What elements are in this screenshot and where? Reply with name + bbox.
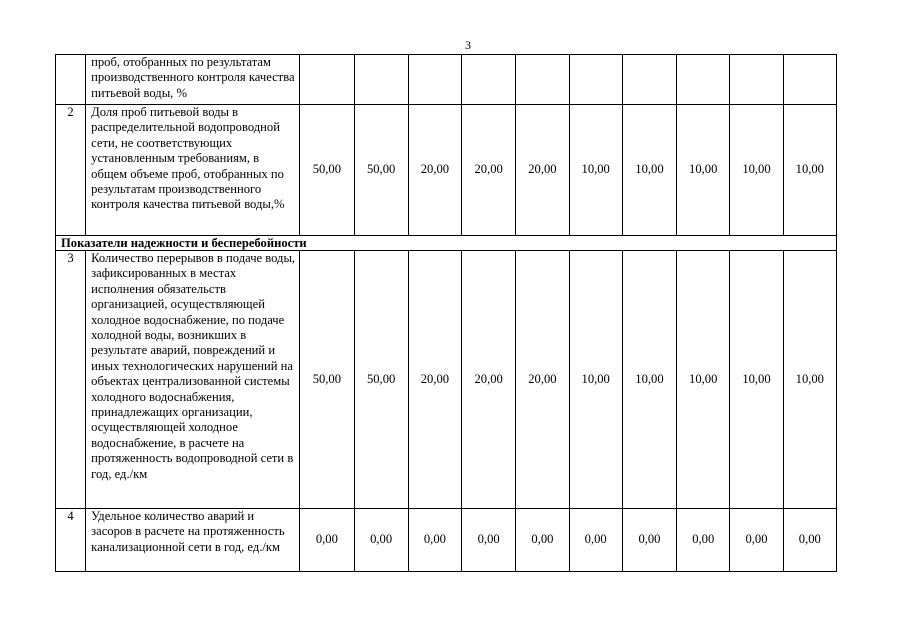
value-cell: 10,00 (569, 251, 622, 509)
value-cell: 0,00 (300, 509, 354, 572)
value-cell: 10,00 (783, 251, 836, 509)
value-cell (462, 55, 516, 105)
value-cell: 20,00 (462, 105, 516, 236)
value-cell (677, 55, 730, 105)
value-cell (354, 55, 408, 105)
value-cell (622, 55, 676, 105)
row-number (56, 55, 86, 105)
row-number: 4 (56, 509, 86, 572)
row-description: Доля проб питьевой воды в распределительной водопроводной сети, не соответствующих установленным требованиям, в общем объеме проб, отобранных по результатам производственного контроля качества питьевой воды,% (86, 105, 300, 236)
value-cell: 50,00 (300, 251, 354, 509)
value-cell: 10,00 (677, 251, 730, 509)
value-cell: 0,00 (677, 509, 730, 572)
table-row-indicator-3 (56, 251, 837, 509)
value-cell: 10,00 (783, 105, 836, 236)
value-cell: 0,00 (730, 509, 783, 572)
value-cell: 20,00 (516, 105, 569, 236)
row-number: 2 (56, 105, 86, 236)
value-cell: 20,00 (408, 105, 461, 236)
value-cell: 20,00 (516, 251, 569, 509)
value-cell: 0,00 (569, 509, 622, 572)
value-cell: 10,00 (569, 105, 622, 236)
value-cell: 0,00 (462, 509, 516, 572)
value-cell: 0,00 (622, 509, 676, 572)
value-cell: 10,00 (730, 105, 783, 236)
value-cell: 0,00 (783, 509, 836, 572)
value-cell: 10,00 (622, 251, 676, 509)
section-title: Показатели надежности и бесперебойности (56, 236, 837, 251)
table-row-continuation (56, 55, 837, 105)
value-cell (783, 55, 836, 105)
value-cell: 50,00 (354, 251, 408, 509)
value-cell: 50,00 (300, 105, 354, 236)
value-cell (516, 55, 569, 105)
value-cell (730, 55, 783, 105)
value-cell: 0,00 (516, 509, 569, 572)
value-cell: 10,00 (677, 105, 730, 236)
value-cell: 20,00 (408, 251, 461, 509)
row-description: Количество перерывов в подаче воды, зафиксированных в местах исполнения обязательств организацией, осуществляющей холодное водоснабжение, по подаче холодной воды, возникших в результате аварий, повреждений и иных технологических нарушений на объектах централизованной системы холодного водоснабжения, принадлежащих организации, осуществляющей холодное водоснабжение, в расчете на протяженность водопроводной сети в год, ед./км (86, 251, 300, 509)
row-number: 3 (56, 251, 86, 509)
value-cell: 20,00 (462, 251, 516, 509)
table-row-indicator-4 (56, 509, 837, 572)
value-cell (569, 55, 622, 105)
value-cell: 0,00 (354, 509, 408, 572)
page-number: 3 (465, 38, 471, 52)
row-description: Удельное количество аварий и засоров в расчете на протяженность канализационной сети в год, ед./км (86, 509, 300, 572)
table-row-section (56, 236, 837, 251)
value-cell: 50,00 (354, 105, 408, 236)
indicators-table (55, 54, 837, 572)
value-cell: 10,00 (730, 251, 783, 509)
table-row-indicator-2 (56, 105, 837, 236)
value-cell (300, 55, 354, 105)
value-cell (408, 55, 461, 105)
value-cell: 10,00 (622, 105, 676, 236)
row-description: проб, отобранных по результатам производственного контроля качества питьевой воды, % (86, 55, 300, 105)
value-cell: 0,00 (408, 509, 461, 572)
